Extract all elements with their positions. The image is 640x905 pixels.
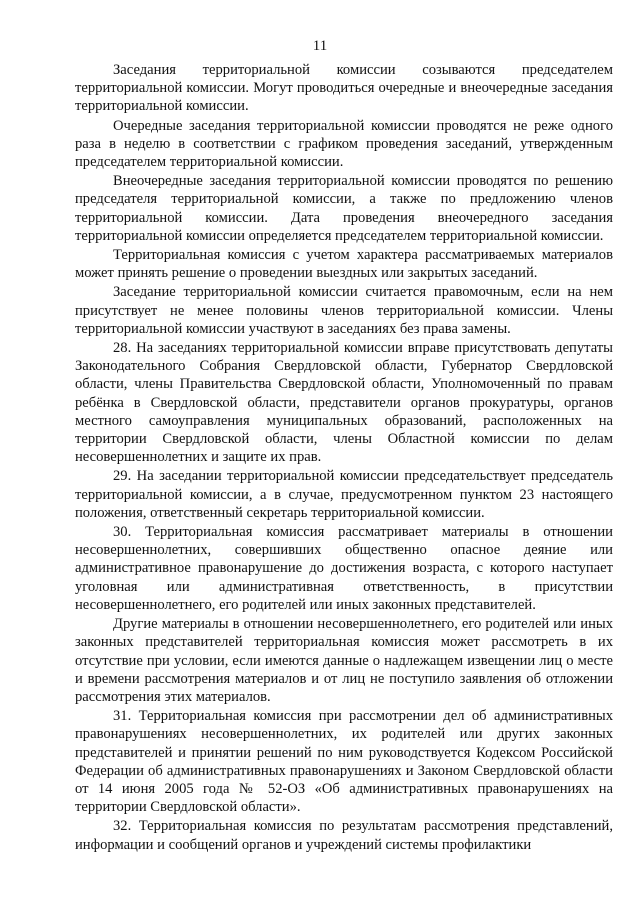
paragraph-offsite-closed-sessions: Территориальная комиссия с учетом характера рассматриваемых материалов может принять решение о проведении выездных или закрытых заседаний. — [75, 247, 613, 282]
page-number: 11 — [312, 38, 328, 54]
paragraph-regular-sessions: Очередные заседания территориальной комиссии проводятся не реже одного раза в неделю в соответствии с графиком проведения заседаний, утвержденным председателем территориальной комиссии. — [75, 117, 613, 171]
paragraph-extraordinary-sessions: Внеочередные заседания территориальной комиссии проводятся по решению председателя территориальной комиссии, а также по предложению членов территориальной комиссии. Дата проведения внеочередного заседания территориальной комиссии определяется председателем территориальной комиссии. — [75, 173, 613, 244]
paragraph-item-30: 30. Территориальная комиссия рассматривает материалы в отношении несовершеннолетних, совершивших общественно опасное деяние или административное правонарушение до достижения возраста, с которого наступает уголовная или административная ответственность, в присутствии несовершеннолетнего, его родителей или иных законных представителей. — [75, 524, 613, 613]
paragraph-sessions-convened: Заседания территориальной комиссии созываются председателем территориальной комиссии. Могут проводиться очередные и внеочередные заседания территориальной комиссии. — [75, 62, 613, 115]
paragraph-other-materials: Другие материалы в отношении несовершеннолетнего, его родителей или иных законных представителей территориальная комиссия может рассмотреть в их отсутствие при условии, если имеются данные о надлежащем извещении лиц о месте и времени рассмотрения материалов и от лиц не поступило заявления об отложении рассмотрения этих материалов. — [75, 616, 613, 705]
paragraph-item-31: 31. Территориальная комиссия при рассмотрении дел об административных правонарушениях несовершеннолетних, их родителей или других законных представителей и принятии решений по ним руководствуется Кодексом Российской Федерации об административных правонарушениях и Законом Свердловской области от 14 июня 2005 года № 52-ОЗ «Об административных правонарушениях на территории Свердловской области». — [75, 708, 613, 816]
paragraph-item-29: 29. На заседании территориальной комиссии председательствует председатель территориальной комиссии, а в случае, предусмотренном пунктом 23 настоящего положения, ответственный секретарь территориальной комиссии. — [75, 468, 613, 521]
paragraph-quorum: Заседание территориальной комиссии считается правомочным, если на нем присутствует не менее половины членов территориальной комиссии. Члены территориальной комиссии участвуют в заседаниях без права замены. — [75, 284, 613, 337]
paragraph-item-32: 32. Территориальная комиссия по результатам рассмотрения представлений, информации и сообщений органов и учреждений системы профилактики — [75, 818, 613, 853]
paragraph-item-28: 28. На заседаниях территориальной комиссии вправе присутствовать депутаты Законодательного Собрания Свердловской области, Губернатор Свердловской области, члены Правительства Свердловской области, Уполномоченный по правам ребёнка в Свердловской области, представители органов прокуратуры, органов местного самоуправления муниципальных образований, расположенных на территории Свердловской области, члены Областной комиссии по делам несовершеннолетних и защите их прав. — [75, 340, 613, 466]
document-body — [75, 61, 613, 854]
